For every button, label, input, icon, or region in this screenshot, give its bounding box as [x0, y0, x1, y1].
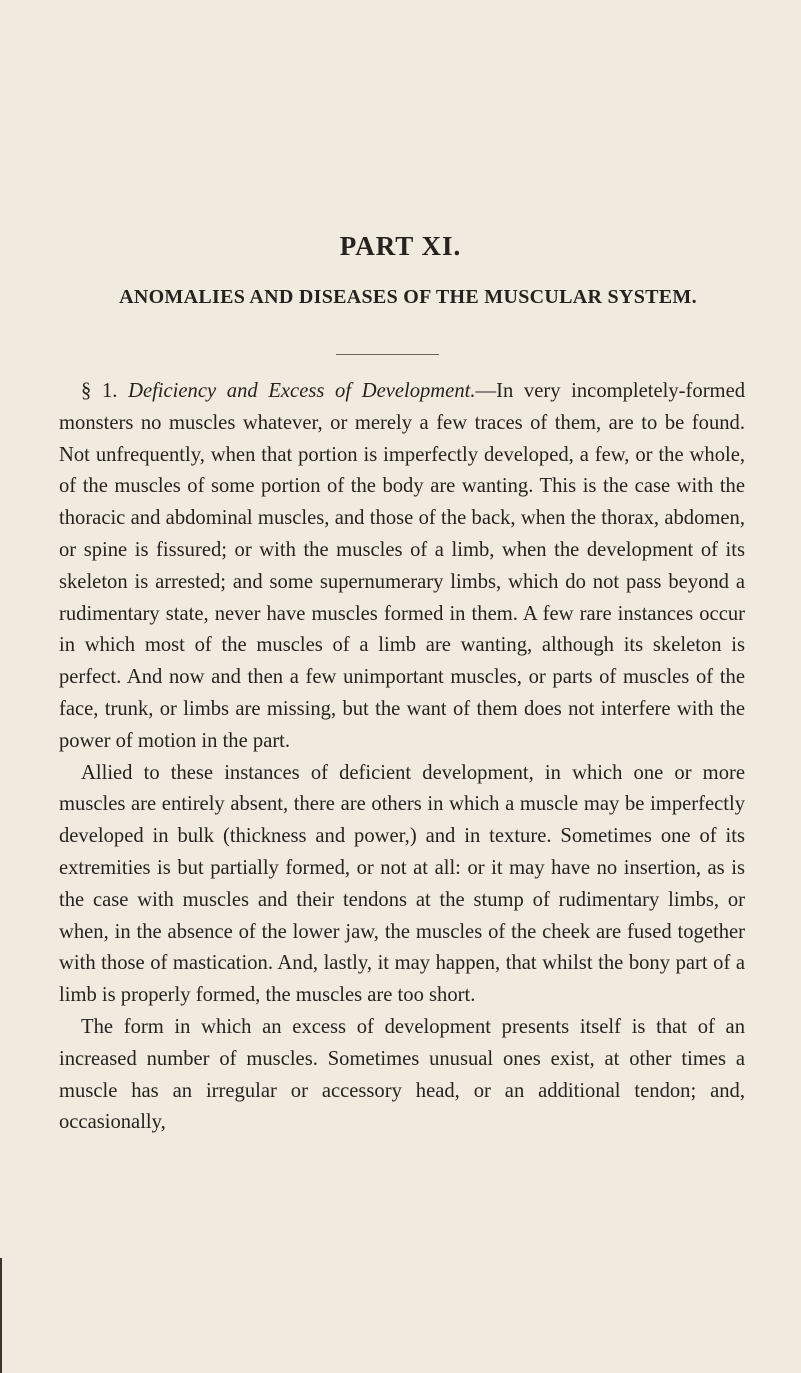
paragraph-2: Allied to these instances of deficient development, in which one or more muscles are entirely absent, there are others in which a muscle may be imperfectly developed in bulk (thickness and power,) and in texture. Sometimes one of its extremities is but partially formed, or not at all: or it may have no insertion, as is the case with muscles and their tendons at the stump of rudimentary limbs, or when, in the absence of the lower jaw, the muscles of the cheek are fused together with those of mastication. And, lastly, it may happen, that whilst the bony part of a limb is properly formed, the muscles are too short. — [59, 761, 745, 1007]
heading-dash: — — [475, 380, 497, 402]
page-edge-mark — [0, 1258, 2, 1373]
paragraph-1-text: In very incompletely-formed monsters no muscles whatever, or merely a few traces of them, are to be found. Not unfrequently, when that portion is imperfectly developed, a few, or the whole, of the muscles of some portion of the body are wanting. This is the case with the thoracic and abdominal muscles, and those of the back, when the thorax, abdomen, or spine is fissured; or with the muscles of a limb, when the development of its skeleton is arrested; and some supernumerary limbs, which do not pass beyond a rudimentary state, never have muscles formed in them. A few rare instances occur in which most of the muscles of a limb are wanting, although its skeleton is perfect. And now and then a few unimportant muscles, or parts of muscles of the face, trunk, or limbs are missing, but the want of them does not interfere with the power of motion in the part. — [59, 380, 746, 752]
paragraph-1 — [59, 376, 745, 758]
body-text — [59, 376, 745, 1139]
chapter-title: ANOMALIES AND DISEASES OF THE MUSCULAR SYSTEM. — [119, 286, 697, 308]
paragraph-3: The form in which an excess of development presents itself is that of an increased number of muscles. Sometimes unusual ones exist, at other times a muscle has an irregular or accessory head, or an additional tendon; and, occasionally, — [59, 1015, 745, 1134]
section-heading: Deficiency and Excess of Development. — [128, 380, 476, 402]
title-rule — [336, 354, 439, 355]
part-title: PART XI. — [339, 231, 462, 261]
section-number: § 1. — [81, 380, 118, 402]
